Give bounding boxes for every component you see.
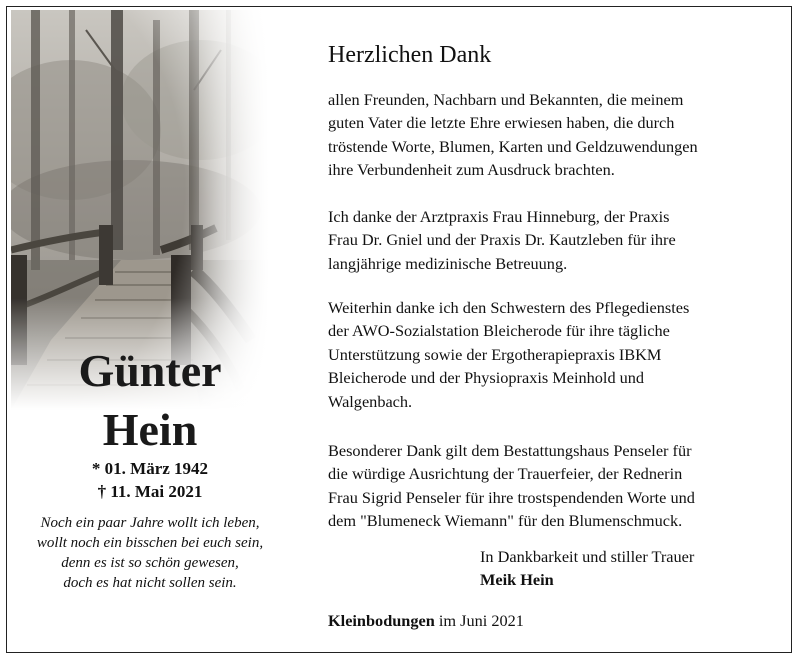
text-line: tröstende Worte, Blumen, Karten und Geldzuwendungen <box>328 136 698 156</box>
poem-line: Noch ein paar Jahre wollt ich leben, <box>40 515 260 531</box>
text-line: Bleicherode und der Physiopraxis Meinhold und <box>328 368 645 388</box>
text-line: guten Vater die letzte Ehre erwiesen haben, die durch <box>328 113 675 133</box>
text-line: Frau Sigrid Penseler für ihre trostspendenden Worte und <box>328 487 695 507</box>
text-line: Weiterhin danke ich den Schwestern des Pflegedienstes <box>328 298 690 317</box>
text-line: Walgenbach. <box>328 391 413 411</box>
text-line: Unterstützung sowie der Ergotherapiepraxis IBKM <box>328 344 662 364</box>
signoff-line: In Dankbarkeit und stiller Trauer <box>480 547 695 566</box>
place-month: im Juni 2021 <box>438 611 524 630</box>
thanks-paragraph-nurses <box>328 296 768 413</box>
text-line: ihre Verbundenheit zum Ausdruck brachten. <box>328 160 615 180</box>
signoff <box>480 545 694 592</box>
text-line: langjährige medizinische Betreuung. <box>328 253 568 273</box>
signer-name: Meik Hein <box>480 570 554 590</box>
poem-line: doch es hat nicht sollen sein. <box>63 575 237 591</box>
death-date: † 11. Mai 2021 <box>97 482 203 501</box>
place-town: Kleinbodungen <box>328 611 435 630</box>
text-line: dem "Blumeneck Wiemann" für den Blumenschmuck. <box>328 511 683 531</box>
poem-line: denn es ist so schön gewesen, <box>61 555 239 571</box>
text-line: allen Freunden, Nachbarn und Bekannten, die meinem <box>328 90 684 109</box>
text-line: Frau Dr. Gniel und der Praxis Dr. Kautzleben für ihre <box>328 230 676 250</box>
notice-title: Herzlichen Dank <box>328 42 492 68</box>
birth-date: * 01. März 1942 <box>91 459 209 478</box>
thanks-paragraph-doctors <box>328 205 768 275</box>
first-name: Günter <box>78 345 222 396</box>
text-line: die würdige Ausrichtung der Trauerfeier, der Rednerin <box>328 464 683 484</box>
thanks-paragraph-funeral <box>328 439 768 533</box>
memorial-poem <box>11 513 289 593</box>
text-line: Ich danke der Arztpraxis Frau Hinneburg, der Praxis <box>328 207 670 226</box>
place-date <box>328 609 524 632</box>
poem-line: wollt noch ein bisschen bei euch sein, <box>36 535 264 551</box>
thanks-paragraph-friends <box>328 88 768 182</box>
last-name: Hein <box>102 404 198 455</box>
text-line: der AWO-Sozialstation Bleicherode für ihre tägliche <box>328 321 670 341</box>
text-line: Besonderer Dank gilt dem Bestattungshaus Penseler für <box>328 441 692 460</box>
